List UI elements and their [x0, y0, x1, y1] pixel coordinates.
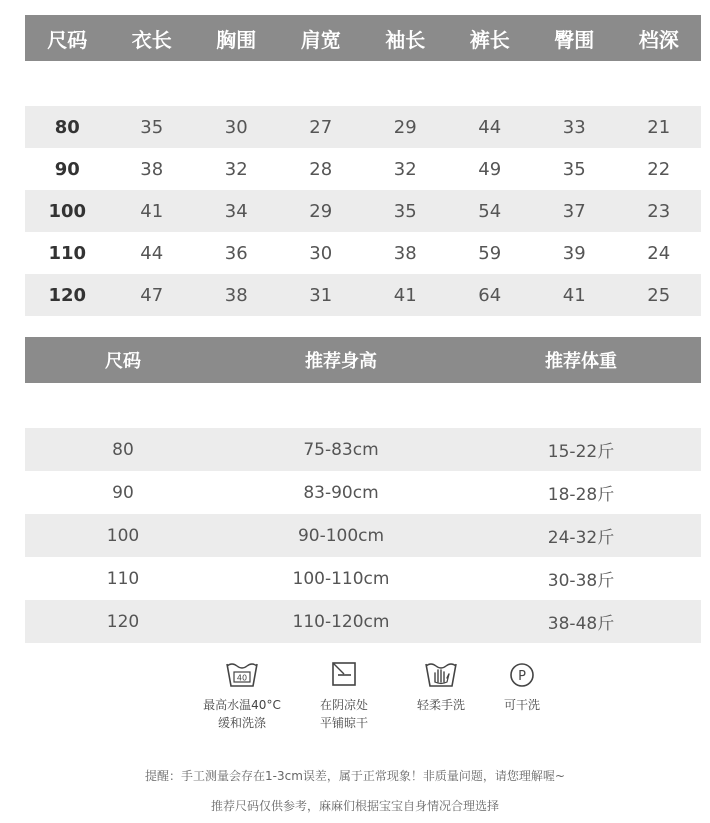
table-row: [25, 148, 701, 190]
table-cell: 34: [224, 200, 248, 222]
table-cell: 54: [478, 200, 502, 222]
table-cell: 110-120cm: [292, 611, 390, 632]
table-cell: 44: [478, 116, 502, 138]
table-cell: 59: [478, 242, 502, 264]
care-label: 可干洗: [503, 698, 540, 712]
table-cell: 41: [393, 284, 417, 306]
table-row: [25, 106, 701, 148]
table-cell: 28: [309, 158, 333, 180]
table-cell: 33: [562, 116, 586, 138]
table-cell: 90: [112, 482, 134, 503]
table-cell: 120: [48, 284, 87, 306]
table-cell: 90-100cm: [297, 525, 385, 546]
table-cell: 47: [140, 284, 164, 306]
recommendation-table-header: [25, 337, 701, 383]
table-cell: 21: [647, 116, 671, 138]
table-cell: 39: [562, 242, 586, 264]
table-cell: 32: [393, 158, 417, 180]
table-cell: 90: [54, 158, 80, 180]
table-cell: 110: [106, 568, 140, 589]
care-label: 最高水温40°C: [203, 698, 281, 712]
table-row: [25, 514, 701, 557]
care-item-hand-wash: [404, 660, 478, 714]
svg-text:40: 40: [236, 673, 248, 683]
table-cell: 18-28斤: [547, 485, 615, 505]
table-cell: 80: [54, 116, 80, 138]
header-pants-length: 裤长: [469, 27, 510, 52]
care-label: 轻柔手洗: [416, 698, 465, 712]
care-label: 缓和洗涤: [217, 716, 266, 730]
header-hip: 臀围: [554, 27, 595, 52]
table-cell: 30: [309, 242, 333, 264]
table-cell: 100-110cm: [292, 568, 390, 589]
table-cell: 35: [393, 200, 417, 222]
size-measurement-table: [25, 15, 701, 316]
table-row: [25, 232, 701, 274]
header-recommended-weight: 推荐体重: [545, 351, 617, 372]
table-cell: 32: [224, 158, 248, 180]
table-cell: 44: [140, 242, 164, 264]
recommendation-table: [25, 337, 701, 643]
table-cell: 83-90cm: [303, 482, 379, 503]
table-row: [25, 190, 701, 232]
table-cell: 41: [562, 284, 586, 306]
table-cell: 31: [309, 284, 333, 306]
header-shoulder: 肩宽: [300, 27, 341, 52]
table-row: [25, 600, 701, 643]
table-cell: 22: [647, 158, 671, 180]
table-cell: 75-83cm: [303, 439, 379, 460]
dry-flat-shade-icon: [330, 660, 358, 690]
table-cell: 38: [224, 284, 248, 306]
table-cell: 100: [48, 200, 87, 222]
table-cell: 36: [224, 242, 248, 264]
table-cell: 35: [562, 158, 586, 180]
header-size: 尺码: [47, 27, 88, 52]
table-row: [25, 471, 701, 514]
svg-text:P: P: [518, 669, 526, 684]
header-size: 尺码: [105, 351, 141, 372]
care-item-dry-clean: [494, 660, 550, 714]
table-cell: 64: [478, 284, 502, 306]
table-cell: 110: [48, 242, 87, 264]
hand-wash-icon: [424, 660, 458, 690]
table-cell: 25: [647, 284, 671, 306]
care-label: 平铺晾干: [319, 716, 368, 730]
header-sleeve: 袖长: [385, 27, 426, 52]
care-instructions: [0, 660, 710, 740]
size-table-spacer: [25, 61, 701, 106]
table-cell: 27: [309, 116, 333, 138]
table-cell: 29: [309, 200, 333, 222]
care-item-wash: [196, 660, 288, 732]
table-cell: 38: [393, 242, 417, 264]
recommendation-note: 推荐尺码仅供参考，麻麻们根据宝宝自身情况合理选择: [210, 799, 499, 813]
table-cell: 49: [478, 158, 502, 180]
table-cell: 24: [647, 242, 671, 264]
table-cell: 37: [562, 200, 586, 222]
table-cell: 29: [393, 116, 417, 138]
size-table-header: [25, 15, 701, 61]
care-label: 在阴凉处: [319, 698, 368, 712]
table-cell: 24-32斤: [547, 528, 615, 548]
table-row: [25, 557, 701, 600]
table-cell: 30-38斤: [547, 571, 615, 591]
dry-clean-p-icon: [507, 660, 537, 690]
table-cell: 41: [140, 200, 164, 222]
header-length: 衣长: [131, 27, 172, 52]
table-cell: 23: [647, 200, 671, 222]
table-cell: 15-22斤: [547, 442, 615, 462]
table-cell: 80: [112, 439, 134, 460]
table-cell: 35: [140, 116, 164, 138]
table-cell: 30: [224, 116, 248, 138]
table-cell: 38: [140, 158, 164, 180]
measurement-note: 提醒：手工测量会存在1-3cm误差，属于正常现象！非质量问题，请您理解喔~: [145, 769, 565, 783]
care-item-dry: [304, 660, 384, 732]
header-recommended-height: 推荐身高: [305, 351, 377, 372]
recommendation-table-spacer: [25, 383, 701, 428]
table-row: [25, 274, 701, 316]
header-crotch-depth: 档深: [638, 27, 679, 52]
table-row: [25, 428, 701, 471]
wash-40-icon: [225, 660, 259, 690]
table-cell: 38-48斤: [547, 614, 615, 634]
table-cell: 120: [106, 611, 140, 632]
header-chest: 胸围: [216, 27, 257, 52]
table-cell: 100: [106, 525, 140, 546]
